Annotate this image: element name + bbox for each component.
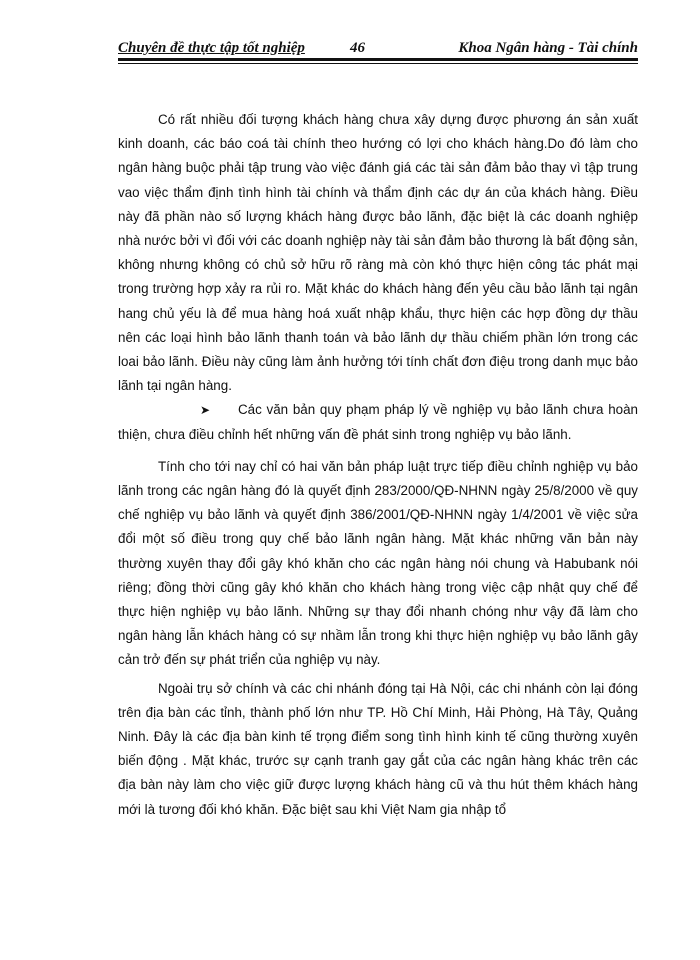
header-report-title: Chuyên đề thực tập tốt nghiệp: [118, 40, 305, 56]
bullet-heading-legal-documents: [118, 398, 638, 446]
header-rule-thick: [118, 58, 638, 61]
header-rule-thin: [118, 63, 638, 64]
page-header: [118, 38, 638, 60]
arrow-bullet-icon: ➤: [200, 403, 211, 418]
bullet-heading-text: Các văn bản quy phạm pháp lý về nghiệp vụ bảo lãnh chưa hoàn thiện, chưa điều chỉnh hết những vấn đề phát sinh trong nghiệp vụ bảo lãnh.: [118, 402, 638, 442]
paragraph-customer-issues: Có rất nhiều đối tượng khách hàng chưa xây dựng được phương án sản xuất kinh doanh, các báo coá tài chính theo hướng có lợi cho khách hàng.Do đó làm cho ngân hàng buộc phải tập trung vào việc đánh giá các tài sản đảm bảo thay vì tập trung vao việc thẩm định tình hình tài chính và thẩm định các dự án của khách hàng. Điều này đã phần nào số lượng khách hàng được bảo lãnh, đặc biệt là các doanh nghiệp nhà nước bởi vì đối với các doanh nghiệp này tài sản đảm bảo thương là bất động sản, không nhưng không có chủ sở hữu rõ ràng mà còn khó thực hiện công tác phát mại trong trường hợp xảy ra rủi ro. Mặt khác do khách hàng đến yêu cầu bảo lãnh tại ngân hang chủ yếu là để mua hàng hoá xuất nhập khẩu, thực hiện các hợp đồng dự thầu nên các loại hình bảo lãnh thanh toán và bảo lãnh dự thầu chiếm phần lớn trong các loai bảo lãnh. Điều này cũng làm ảnh hưởng tới tính chất đơn điệu trong danh mục bảo lãnh tại ngân hàng.: [118, 112, 638, 394]
header-page-number: 46: [350, 40, 365, 56]
document-body: [118, 108, 638, 822]
paragraph-legal-documents: Tính cho tới nay chỉ có hai văn bản pháp luật trực tiếp điều chỉnh nghiệp vụ bảo lãnh trong các ngân hàng đó là quyết định 283/2000/QĐ-NHNN ngày 25/8/2000 về quy chế nghiệp vụ bảo lãnh và quyết định 386/2001/QĐ-NHNN ngày 1/4/2001 về việc sửa đổi một số điều trong quy chế bảo lãnh ngân hàng. Mặt khác những văn bản này thường xuyên thay đổi gây khó khăn cho các ngân hàng nói chung và Habubank nói riêng; đồng thời cũng gây khó khăn cho khách hàng trong việc cập nhật quy chế để thực hiện nghiệp vụ bảo lãnh. Những sự thay đổi nhanh chóng như vậy đã làm cho ngân hàng lẫn khách hàng có sự nhầm lẫn trong khi thực hiện nghiệp vụ bảo lãnh gây cản trở đến sự phát triển của nghiệp vụ này.: [118, 458, 638, 668]
paragraph-branch-network: Ngoài trụ sở chính và các chi nhánh đóng tại Hà Nội, các chi nhánh còn lại đóng trên địa bàn các tỉnh, thành phố lớn như TP. Hồ Chí Minh, Hải Phòng, Hà Tây, Quảng Ninh. Đây là các địa bàn kinh tế trọng điểm song tình hình kinh tế cũng thường xuyên biến động . Mặt khác, trước sự cạnh tranh gay gắt của các ngân hàng khác trên các địa bàn này làm cho việc giữ được lượng khách hàng cũ và thu hút thêm khách hàng mới là tương đối khó khăn. Đặc biệt sau khi Việt Nam gia nhập tổ: [118, 680, 638, 817]
header-faculty-name: Khoa Ngân hàng - Tài chính: [458, 40, 638, 56]
